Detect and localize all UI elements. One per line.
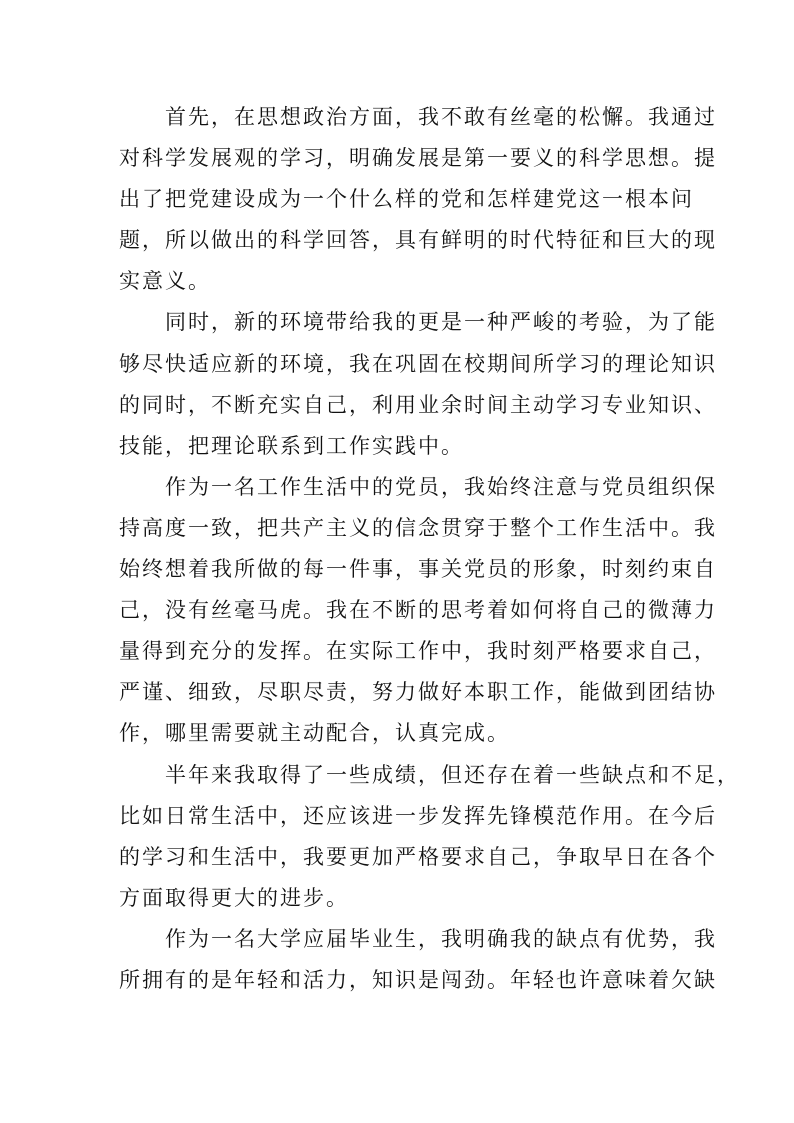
text-line: 首先，在思想政治方面，我不敢有丝毫的松懈。我通过	[165, 105, 717, 129]
text-line: 出了把党建设成为一个什么样的党和怎样建党这一根本问	[119, 187, 694, 212]
text-line: 作为一名工作生活中的党员，我始终注意与党员组织保	[165, 474, 717, 499]
text-line: 作，哪里需要就主动配合，认真完成。	[119, 721, 510, 746]
text-line: 作为一名大学应届毕业生，我明确我的缺点有优势，我	[165, 926, 717, 951]
text-line: 方面取得更大的进步。	[119, 885, 349, 910]
text-line: 严谨、细致，尽职尽责，努力做好本职工作，能做到团结协	[119, 680, 717, 705]
text-line: 量得到充分的发挥。在实际工作中，我时刻严格要求自己，	[119, 639, 717, 664]
text-line: 题，所以做出的科学回答，具有鲜明的时代特征和巨大的现	[119, 228, 717, 253]
text-line: 够尽快适应新的环境，我在巩固在校期间所学习的理论知识	[119, 351, 717, 376]
text-line: 己，没有丝毫马虎。我在不断的思考着如何将自己的微薄力	[119, 598, 717, 623]
text-line: 持高度一致，把共产主义的信念贯穿于整个工作生活中。我	[119, 515, 717, 540]
text-line: 的同时，不断充实自己，利用业余时间主动学习专业知识、	[119, 392, 717, 417]
text-line: 技能，把理论联系到工作实践中。	[119, 433, 464, 458]
text-line: 比如日常生活中，还应该进一步发挥先锋模范作用。在今后	[119, 803, 717, 828]
text-line: 同时，新的环境带给我的更是一种严峻的考验，为了能	[165, 310, 717, 335]
text-line: 所拥有的是年轻和活力，知识是闯劲。年轻也许意味着欠缺	[119, 967, 717, 992]
text-line: 实意义。	[119, 269, 211, 294]
text-line: 对科学发展观的学习，明确发展是第一要义的科学思想。提	[119, 146, 717, 171]
text-line: 的学习和生活中，我要更加严格要求自己，争取早日在各个	[119, 844, 717, 869]
text-line: 半年来我取得了一些成绩，但还存在着一些缺点和不足，	[165, 762, 740, 787]
document-body	[119, 97, 740, 1001]
text-line: 始终想着我所做的每一件事，事关党员的形象，时刻约束自	[119, 557, 717, 582]
